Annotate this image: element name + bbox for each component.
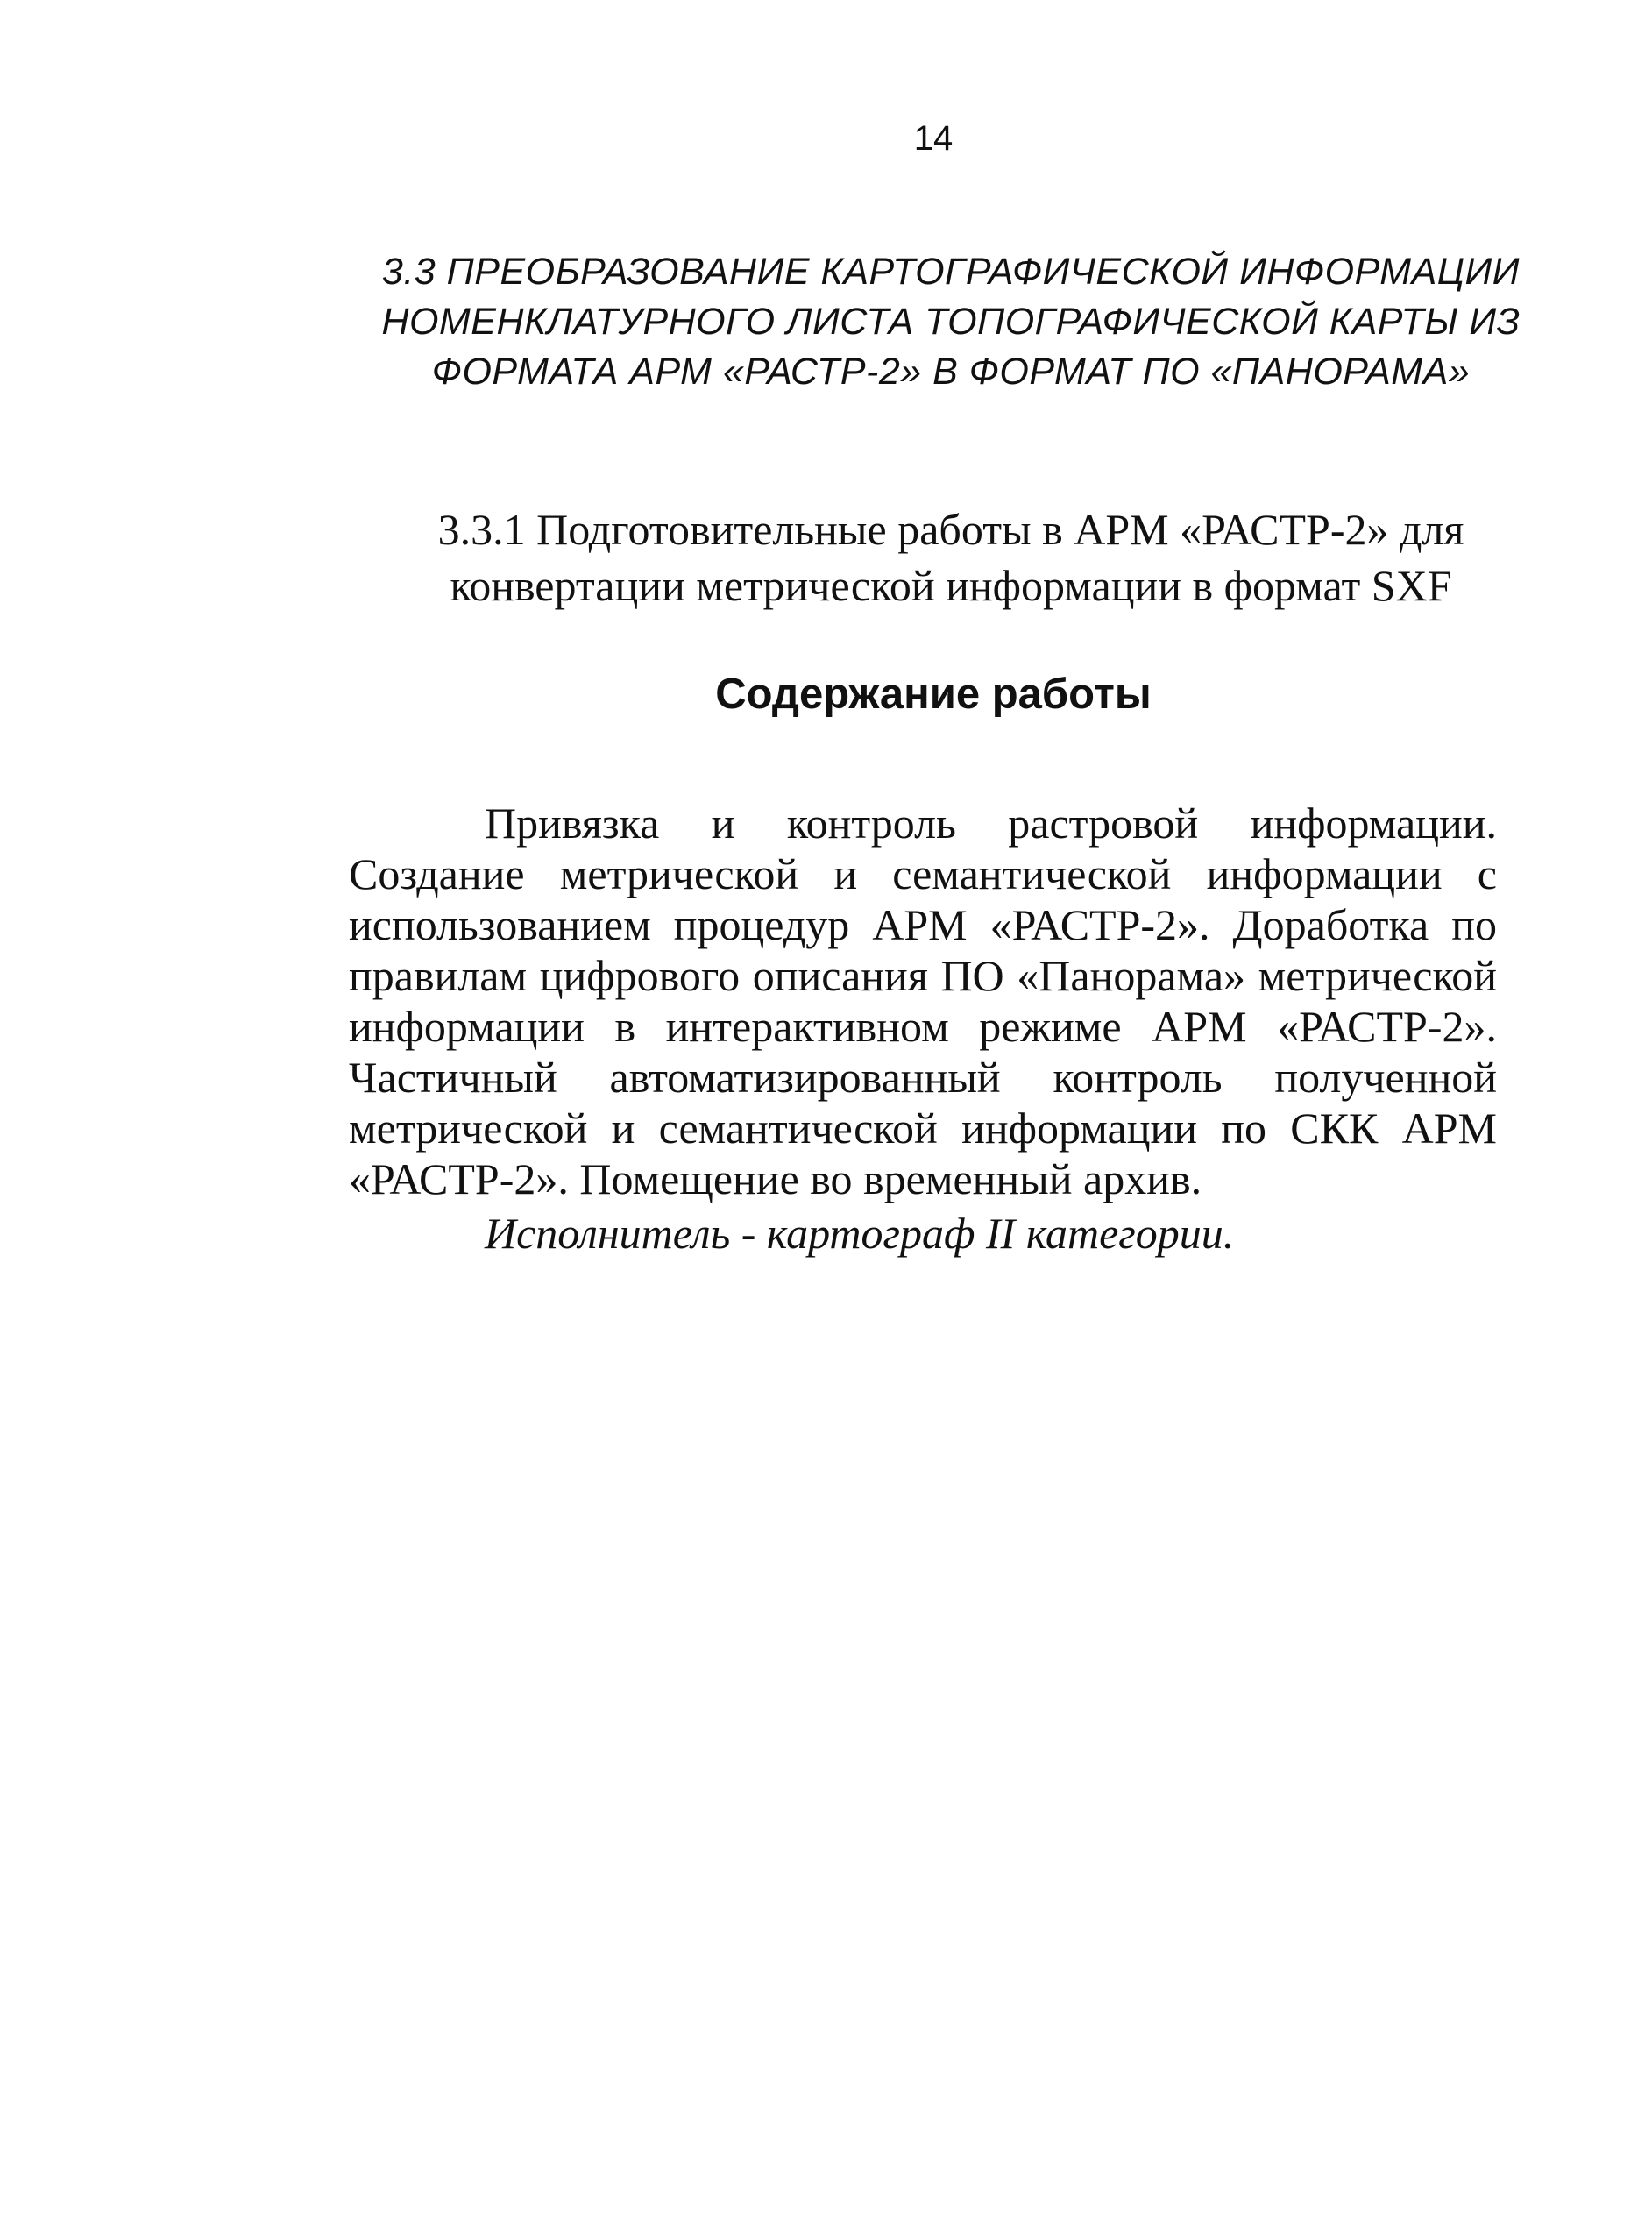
content-title: Содержание работы: [715, 671, 1152, 718]
body-paragraph: Привязка и контроль растровой информации. Создание метрической и семантической информации с использованием процедур АРМ «РАСТР-2». Доработка по правилам цифрового описания ПО «Панорама» метрической информации в интерактивном режиме АРМ «РАСТР-2». Частичный автоматизированный контроль полученной метрической и семантической информации по СКК АРМ «РАСТР-2». Помещение во временный архив.: [349, 798, 1497, 1203]
page-number: 14: [913, 119, 954, 158]
executor-line: Исполнитель - картограф II категории.: [485, 1209, 1235, 1258]
subsection-heading: 3.3.1 Подготовительные работы в АРМ «РАСТР-2» для конвертации метрической информации в формат SXF: [437, 505, 1464, 610]
section-heading: 3.3 ПРЕОБРАЗОВАНИЕ КАРТОГРАФИЧЕСКОЙ ИНФОРМАЦИИ НОМЕНКЛАТУРНОГО ЛИСТА ТОПОГРАФИЧЕСКОЙ КАРТЫ ИЗ ФОРМАТА АРМ «РАСТР-2» В ФОРМАТ ПО «ПАНОРАМА»: [381, 251, 1521, 393]
